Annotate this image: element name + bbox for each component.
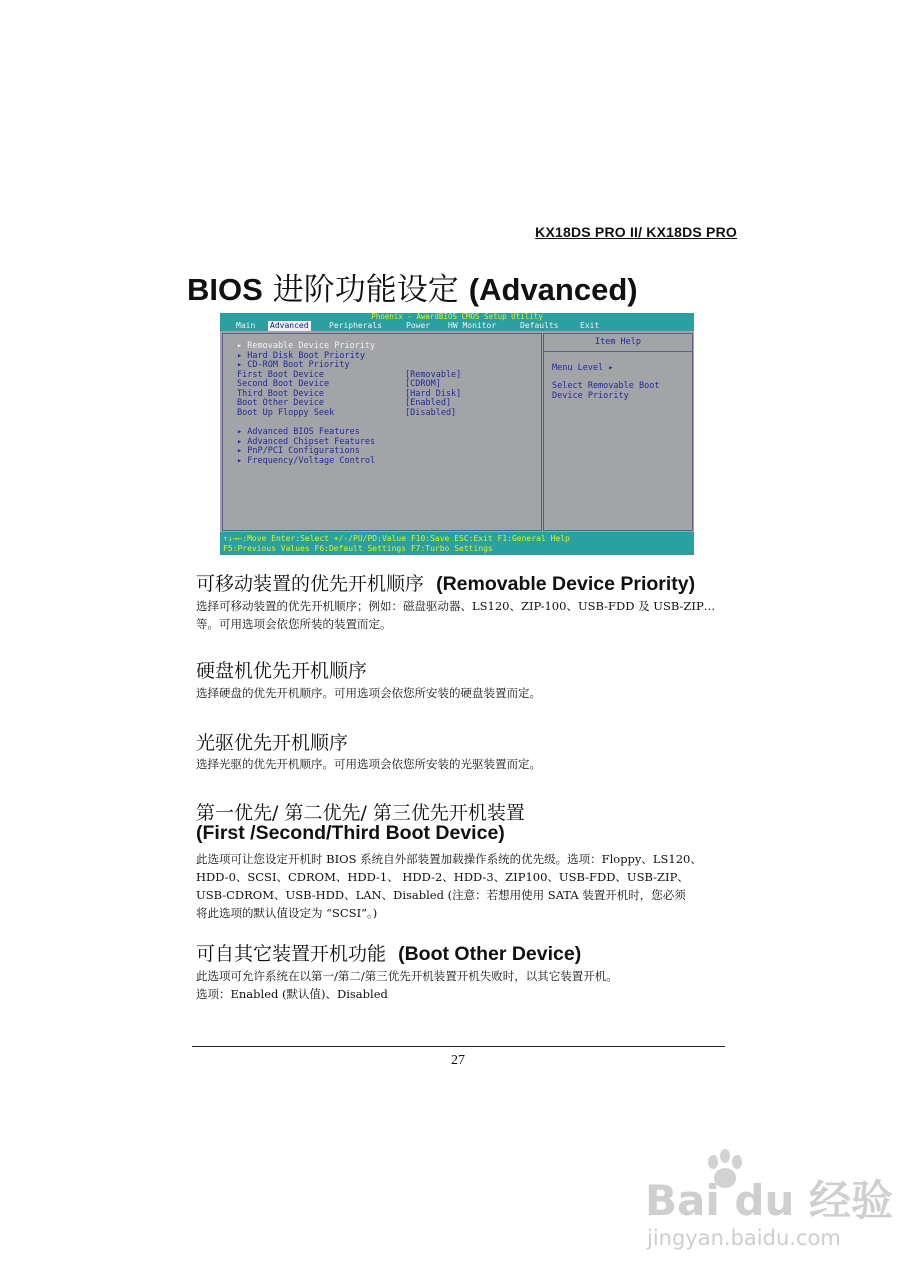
body-line: 选项：Enabled (默认值)、Disabled bbox=[196, 987, 388, 1001]
bios-screenshot bbox=[220, 313, 694, 555]
bios-title-bar: Phoenix - AwardBIOS CMOS Setup Utility bbox=[220, 313, 694, 321]
title-advanced: (Advanced) bbox=[468, 272, 638, 307]
section-heading-boot-device-en bbox=[196, 822, 505, 845]
body-line: HDD-0、SCSI、CDROM、HDD-1、 HDD-2、HDD-3、ZIP100、USB-FDD、USB-ZIP、 bbox=[196, 870, 689, 884]
page-title bbox=[187, 264, 638, 309]
section-body-boot-other bbox=[196, 967, 741, 1003]
body-line: 选择可移动装置的优先开机顺序；例如：磁盘驱动器、LS120、ZIP-100、USB-FDD 及 USB-ZIP… bbox=[196, 599, 716, 613]
heading-zh: 可移动装置的优先开机顺序 bbox=[196, 573, 425, 595]
title-chinese: 进阶功能设定 bbox=[272, 272, 459, 308]
bios-help-title: Item Help bbox=[544, 338, 692, 352]
heading-zh: 可自其它装置开机功能 bbox=[196, 943, 387, 965]
heading-en: (Removable Device Priority) bbox=[436, 573, 696, 595]
bios-value-first: [Removable] bbox=[405, 369, 462, 380]
bios-help-desc-2: Device Priority bbox=[552, 390, 629, 401]
bios-footer-line-2: F5:Previous Values F6:Default Settings F7:Turbo Settings bbox=[223, 543, 493, 553]
bios-help-desc-1: Select Removable Boot bbox=[552, 381, 660, 391]
title-bios: BIOS bbox=[187, 272, 263, 307]
body-line: 此选项可让您设定开机时 BIOS 系统自外部装置加载操作系统的优先级。选项：Floppy、LS120、 bbox=[196, 852, 702, 866]
bios-item-third-boot: Third Boot Device bbox=[237, 388, 324, 399]
body-line: 等。可用选项会依您所装的装置而定。 bbox=[196, 617, 392, 631]
section-body-boot-device bbox=[196, 850, 741, 922]
bios-item-hdd-priority: ▸ Hard Disk Boot Priority bbox=[237, 350, 365, 361]
section-heading-cdrom bbox=[196, 728, 348, 755]
bios-menu-hw-monitor: HW Monitor bbox=[448, 321, 497, 330]
body-line: 将此选项的默认值设定为 “SCSI”。) bbox=[196, 906, 378, 920]
bios-key-footer bbox=[220, 532, 694, 555]
bios-value-third: [Hard Disk] bbox=[405, 388, 462, 399]
bios-submenu-frequency: ▸ Frequency/Voltage Control bbox=[237, 455, 376, 466]
page-number: 27 bbox=[451, 1053, 465, 1068]
bios-item-cdrom-priority: ▸ CD-ROM Boot Priority bbox=[237, 360, 350, 370]
section-heading-boot-other bbox=[196, 939, 581, 966]
section-body-removable bbox=[196, 597, 741, 633]
body-line: 选择光驱的优先开机顺序。可用选项会依您所安装的光驱装置而定。 bbox=[196, 757, 541, 771]
bios-item-second-boot: Second Boot Device bbox=[237, 379, 330, 389]
body-line: USB-CDROM、USB-HDD、LAN、Disabled (注意：若想用使用 SATA 装置开机时，您必须 bbox=[196, 888, 686, 902]
bios-menu-exit: Exit bbox=[580, 321, 600, 330]
bios-item-floppy-seek: Boot Up Floppy Seek bbox=[237, 407, 335, 418]
bios-submenu-pnp-pci: ▸ PnP/PCI Configurations bbox=[237, 446, 360, 456]
bios-menu-bar bbox=[220, 321, 694, 331]
baidu-watermark bbox=[645, 1148, 893, 1258]
watermark-brand: Bai du 经验 bbox=[645, 1176, 893, 1225]
bios-item-first-boot: First Boot Device bbox=[237, 369, 324, 380]
bios-menu-power: Power bbox=[406, 321, 431, 330]
bios-menu-advanced: Advanced bbox=[270, 321, 309, 330]
heading-en: (Boot Other Device) bbox=[398, 943, 582, 965]
watermark-url: jingyan.baidu.com bbox=[647, 1226, 841, 1250]
model-header: KX18DS PRO II/ KX18DS PRO bbox=[535, 224, 737, 240]
heading-zh: 第一优先/ 第二优先/ 第三优先开机装置 bbox=[196, 802, 525, 824]
bios-value-second: [CDROM] bbox=[405, 379, 441, 389]
bios-footer-line-1: ↑↓→←:Move Enter:Select +/-/PU/PD:Value F10:Save ESC:Exit F1:General Help bbox=[223, 534, 570, 543]
bios-menu-defaults: Defaults bbox=[520, 321, 559, 330]
heading-zh: 硬盘机优先开机顺序 bbox=[196, 660, 368, 682]
section-body-hdd bbox=[196, 684, 741, 702]
heading-en: (First /Second/Third Boot Device) bbox=[196, 822, 505, 844]
section-body-cdrom bbox=[196, 755, 741, 773]
bios-help-menu-level: Menu Level ▸ bbox=[552, 363, 614, 373]
body-line: 此选项可允许系统在以第一/第二/第三优先开机装置开机失败时，以其它装置开机。 bbox=[196, 969, 618, 983]
bios-menu-main: Main bbox=[236, 321, 256, 330]
footer-divider bbox=[192, 1046, 725, 1047]
bios-submenu-chipset: ▸ Advanced Chipset Features bbox=[237, 436, 376, 447]
bios-item-boot-other: Boot Other Device bbox=[237, 398, 324, 408]
section-heading-boot-device-zh bbox=[196, 798, 525, 825]
heading-zh: 光驱优先开机顺序 bbox=[196, 732, 349, 754]
bios-help-panel bbox=[543, 333, 693, 531]
bios-value-other: [Enabled] bbox=[405, 398, 452, 408]
section-heading-removable bbox=[196, 569, 695, 596]
bios-options-panel bbox=[222, 333, 542, 531]
body-line: 选择硬盘的优先开机顺序。可用选项会依您所安装的硬盘装置而定。 bbox=[196, 686, 541, 700]
bios-menu-peripherals: Peripherals bbox=[329, 321, 382, 330]
bios-value-floppy: [Disabled] bbox=[405, 407, 457, 418]
section-heading-hdd bbox=[196, 656, 367, 683]
bios-submenu-bios-features: ▸ Advanced BIOS Features bbox=[237, 427, 360, 437]
bios-item-removable: ▸ Removable Device Priority bbox=[237, 341, 376, 351]
